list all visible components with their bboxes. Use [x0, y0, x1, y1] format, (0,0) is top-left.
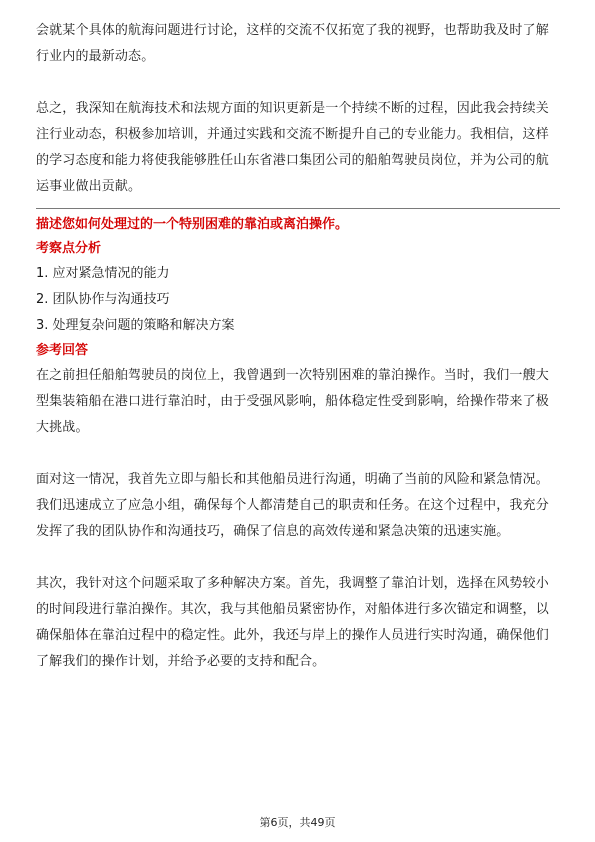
document-page: [36, 18, 560, 675]
page-number-footer: 第6页，共49页: [259, 816, 336, 829]
answer-paragraph-1: 在之前担任船舶驾驶员的岗位上，我曾遇到一次特别困难的靠泊操作。当时，我们一艘大型集装箱船在港口进行靠泊时，由于受强风影响，船体稳定性受到影响，给操作带来了极大挑战。: [36, 368, 549, 435]
intro-paragraph-2: 总之，我深知在航海技术和法规方面的知识更新是一个持续不断的过程，因此我会持续关注行业动态，积极参加培训，并通过实践和交流不断提升自己的专业能力。我相信，这样的学习态度和能力将使我能够胜任山东省港口集团公司的船舶驾驶员岗位，并为公司的航运事业做出贡献。: [36, 101, 549, 194]
question-title: 描述您如何处理过的一个特别困难的靠泊或离泊操作。: [36, 217, 349, 232]
answer-heading: 参考回答: [36, 343, 89, 358]
paragraph-gap: [36, 545, 560, 571]
answer-paragraph-2: 面对这一情况，我首先立即与船长和其他船员进行沟通，明确了当前的风险和紧急情况。我们迅速成立了应急小组，确保每个人都清楚自己的职责和任务。在这个过程中，我充分发挥了我的团队协作和沟通技巧，确保了信息的高效传递和紧急决策的迅速实施。: [36, 472, 549, 539]
paragraph-gap: [36, 441, 560, 467]
analysis-point-3: 3. 处理复杂问题的策略和解决方案: [36, 318, 235, 333]
analysis-heading: 考察点分析: [36, 241, 102, 256]
analysis-point-2: 2. 团队协作与沟通技巧: [36, 292, 170, 307]
paragraph-gap: [36, 70, 560, 96]
section-divider: [36, 208, 560, 209]
analysis-point-1: 1. 应对紧急情况的能力: [36, 266, 170, 281]
intro-paragraph-1: 会就某个具体的航海问题进行讨论，这样的交流不仅拓宽了我的视野，也帮助我及时了解行业内的最新动态。: [36, 23, 549, 64]
answer-paragraph-3: 其次，我针对这个问题采取了多种解决方案。首先，我调整了靠泊计划，选择在风势较小的时间段进行靠泊操作。其次，我与其他船员紧密协作，对船体进行多次锚定和调整，以确保船体在靠泊过程中的稳定性。此外，我还与岸上的操作人员进行实时沟通，确保他们了解我们的操作计划，并给予必要的支持和配合。: [36, 576, 549, 669]
